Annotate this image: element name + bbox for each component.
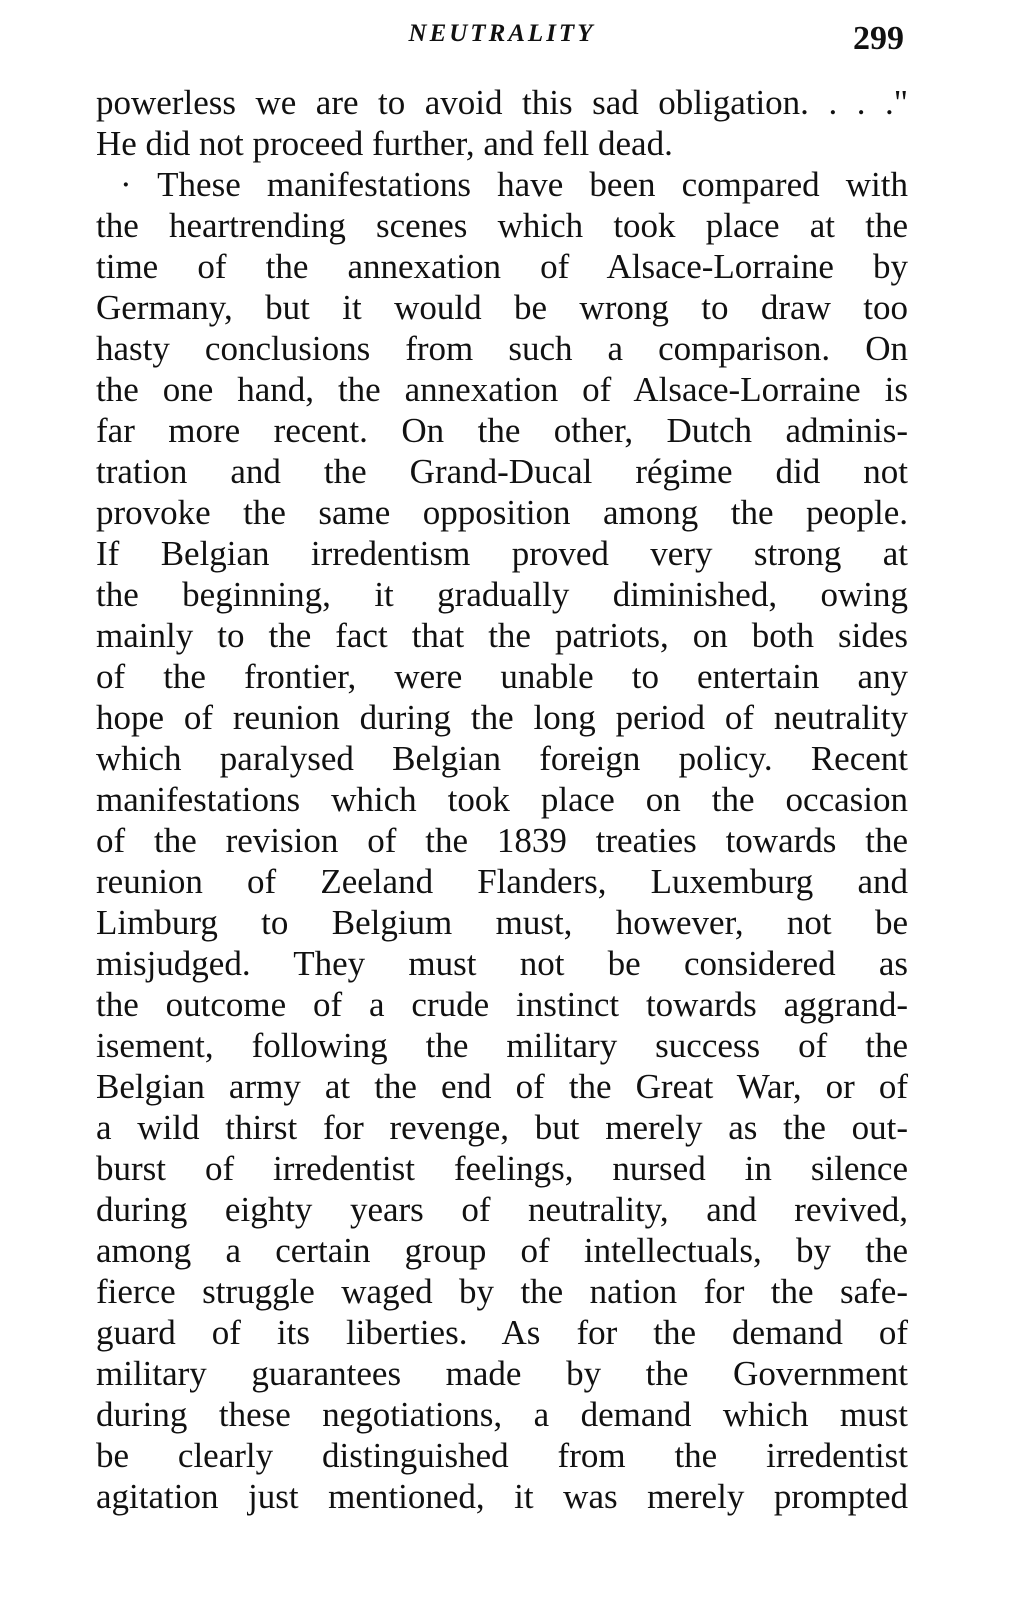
- running-title: NEUTRALITY: [408, 20, 596, 47]
- text-line: during these negotiations, a demand which must: [96, 1395, 908, 1434]
- text-line: burst of irredentist feelings, nursed in silence: [96, 1149, 908, 1188]
- running-head: [96, 18, 908, 58]
- text-line: Belgian army at the end of the Great War, or of: [96, 1067, 908, 1106]
- text-line: far more recent. On the other, Dutch adminis-: [96, 411, 908, 450]
- text-line: the one hand, the annexation of Alsace-Lorraine is: [96, 370, 908, 409]
- text-line: a wild thirst for revenge, but merely as the out-: [96, 1108, 908, 1147]
- body-text: [96, 82, 908, 1517]
- paragraph-start-line: · These manifestations have been compared with: [120, 165, 908, 204]
- text-line: powerless we are to avoid this sad obligation. . . .": [96, 83, 908, 122]
- text-line: provoke the same opposition among the people.: [96, 493, 908, 532]
- text-line: guard of its liberties. As for the demand of: [96, 1313, 908, 1352]
- text-line: manifestations which took place on the occasion: [96, 780, 908, 819]
- text-line: reunion of Zeeland Flanders, Luxemburg and: [96, 862, 908, 901]
- text-line: hope of reunion during the long period of neutrality: [96, 698, 908, 737]
- text-line: of the frontier, were unable to entertain any: [96, 657, 908, 696]
- text-line: Germany, but it would be wrong to draw too: [96, 288, 908, 327]
- text-line: agitation just mentioned, it was merely prompted: [96, 1477, 908, 1516]
- text-line: fierce struggle waged by the nation for the safe-: [96, 1272, 908, 1311]
- text-line: the beginning, it gradually diminished, owing: [96, 575, 908, 614]
- text-line: isement, following the military success of the: [96, 1026, 908, 1065]
- text-line: be clearly distinguished from the irredentist: [96, 1436, 908, 1475]
- text-line: during eighty years of neutrality, and revived,: [96, 1190, 908, 1229]
- text-line: military guarantees made by the Government: [96, 1354, 908, 1393]
- text-line: misjudged. They must not be considered as: [96, 944, 908, 983]
- text-line: the heartrending scenes which took place at the: [96, 206, 908, 245]
- text-line: mainly to the fact that the patriots, on both sides: [96, 616, 908, 655]
- text-line: of the revision of the 1839 treaties towards the: [96, 821, 908, 860]
- text-line: the outcome of a crude instinct towards aggrand-: [96, 985, 908, 1024]
- text-line: tration and the Grand-Ducal régime did not: [96, 452, 908, 491]
- text-line: If Belgian irredentism proved very strong at: [96, 534, 908, 573]
- text-line: Limburg to Belgium must, however, not be: [96, 903, 908, 942]
- page-number: 299: [853, 20, 904, 57]
- text-line: among a certain group of intellectuals, by the: [96, 1231, 908, 1270]
- text-line: time of the annexation of Alsace-Lorraine by: [96, 247, 908, 286]
- text-line: which paralysed Belgian foreign policy. Recent: [96, 739, 908, 778]
- text-line: hasty conclusions from such a comparison. On: [96, 329, 908, 368]
- text-line: He did not proceed further, and fell dead.: [96, 124, 673, 163]
